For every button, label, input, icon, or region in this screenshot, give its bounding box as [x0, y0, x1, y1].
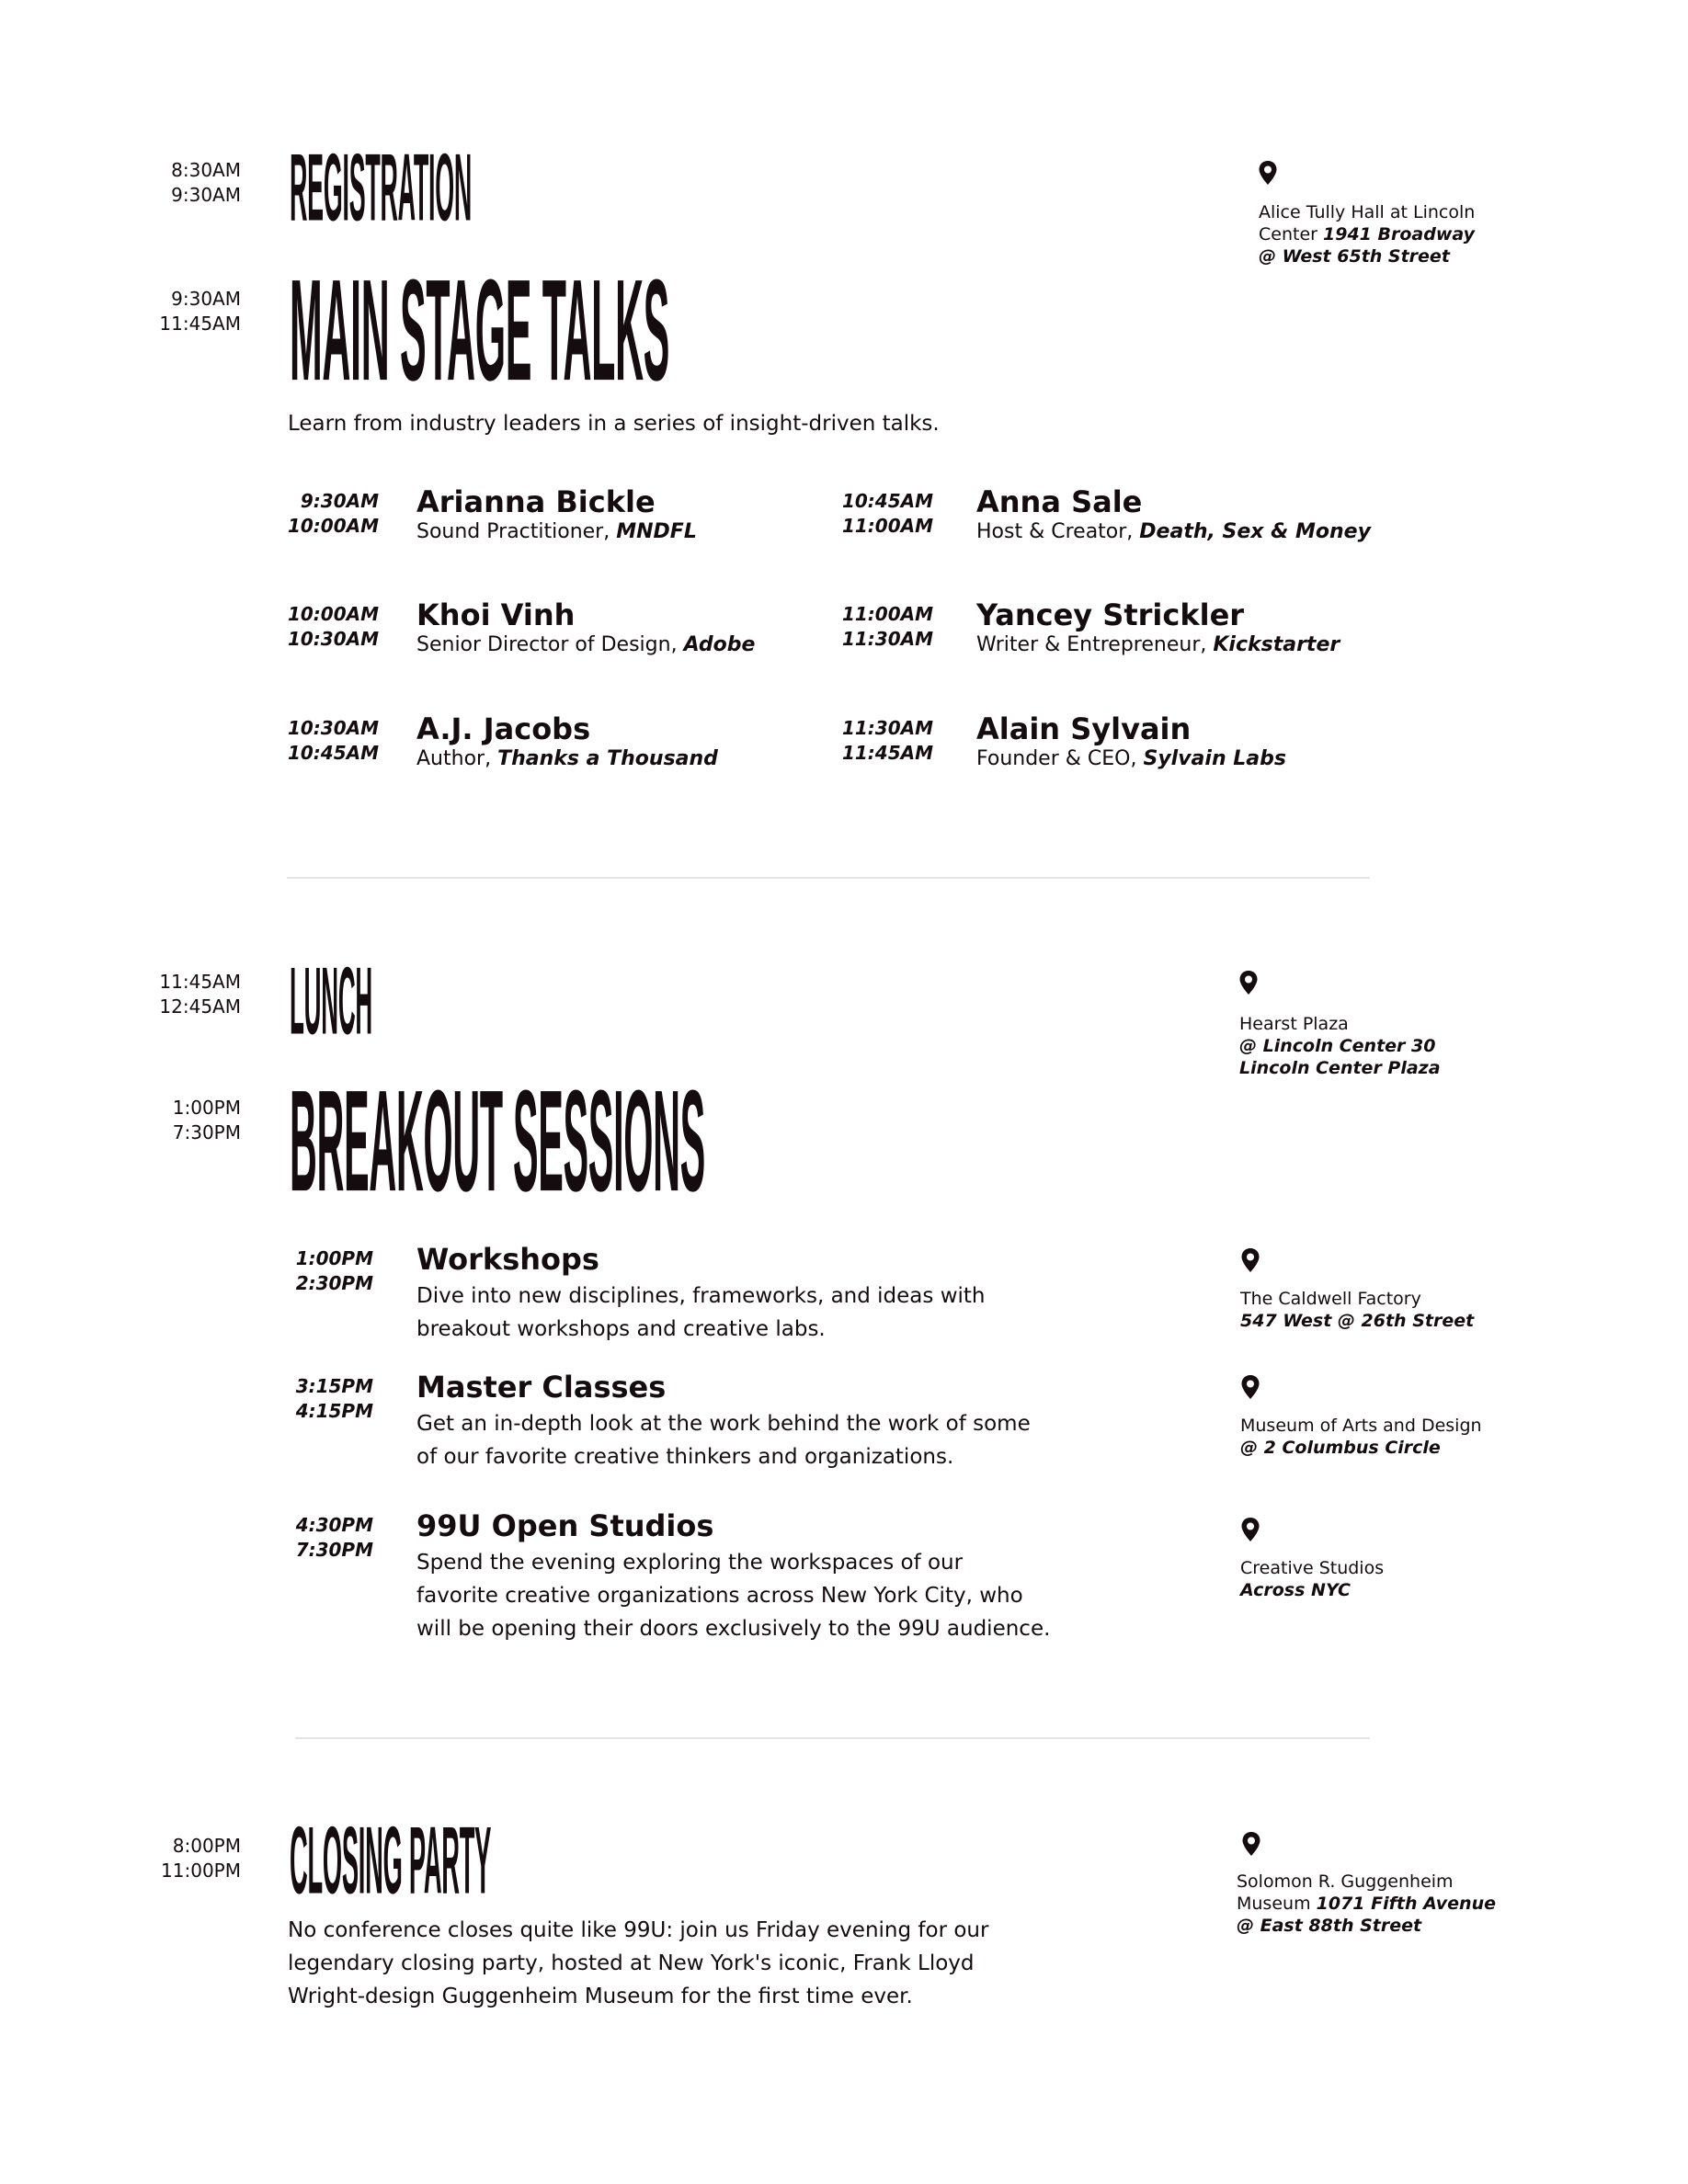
session-location — [1240, 1288, 1516, 1332]
closing-title: CLOSING PARTY — [290, 1807, 492, 1915]
start-time: 9:30AM — [171, 288, 241, 310]
location-name: Alice Tully Hall at Lincoln Center — [1259, 202, 1476, 245]
location-name: Museum of Arts and Design — [1240, 1416, 1482, 1436]
session-name: 99U Open Studios — [416, 1508, 714, 1543]
main-stage-time — [57, 287, 241, 336]
location-address: @ 2 Columbus Circle — [1240, 1438, 1441, 1458]
organization: MNDFL — [616, 520, 697, 543]
desc-line: No conference closes quite like 99U: join us Friday evening for our — [288, 1918, 989, 1942]
session-description — [416, 1407, 1031, 1473]
session-location — [1240, 1557, 1516, 1601]
organization: Kickstarter — [1213, 633, 1340, 656]
talk-time — [195, 489, 379, 539]
desc-line: Spend the evening exploring the workspaces of our — [416, 1551, 964, 1575]
start-time: 10:30AM — [287, 717, 379, 739]
location-address: 1941 Broadway — [1323, 224, 1475, 245]
start-time: 1:00PM — [295, 1247, 373, 1269]
speaker-role — [416, 745, 718, 773]
lunch-title: LUNCH — [290, 948, 372, 1055]
speaker-name: Yancey Strickler — [976, 597, 1245, 632]
role: Founder & CEO, — [976, 747, 1137, 770]
location-name: Solomon R. Guggenheim — [1237, 1871, 1454, 1892]
start-time: 8:00PM — [172, 1835, 241, 1857]
talk-time — [749, 716, 933, 766]
start-time: 11:00AM — [841, 603, 933, 625]
end-time: 12:45AM — [159, 995, 241, 1018]
organization: Adobe — [683, 633, 756, 656]
start-time: 8:30AM — [171, 159, 241, 181]
main-stage-title: MAIN STAGE TALKS — [290, 250, 670, 412]
session-time — [189, 1513, 373, 1563]
talk-time — [749, 489, 933, 539]
speaker-role — [976, 631, 1340, 659]
location-pin-icon — [1240, 1374, 1260, 1400]
desc-line: Dive into new disciplines, frameworks, and ideas with — [416, 1284, 986, 1308]
talk-time — [195, 602, 379, 652]
organization: Sylvain Labs — [1143, 747, 1286, 770]
speaker-name: Anna Sale — [976, 484, 1143, 519]
closing-location — [1237, 1871, 1512, 1937]
end-time: 7:30PM — [172, 1121, 241, 1143]
desc-line: Get an in-depth look at the work behind the work of some — [416, 1412, 1031, 1436]
location-pin-icon — [1238, 970, 1259, 995]
main-stage-description: Learn from industry leaders in a series of insight-driven talks. — [288, 412, 940, 436]
speaker-name: Khoi Vinh — [416, 597, 576, 632]
role: Author, — [416, 747, 492, 770]
location-name: The Caldwell Factory — [1240, 1289, 1421, 1309]
location-name: Creative Studios — [1240, 1558, 1385, 1578]
session-name: Workshops — [416, 1242, 599, 1277]
lunch-location — [1239, 1013, 1515, 1079]
location-pin-icon — [1258, 160, 1278, 186]
location-address: 1071 Fifth Avenue — [1316, 1894, 1496, 1914]
end-time: 9:30AM — [171, 184, 241, 206]
location-cross-street: @ East 88th Street — [1237, 1916, 1422, 1936]
role: Senior Director of Design, — [416, 633, 678, 656]
registration-location — [1259, 201, 1534, 267]
location-pin-icon — [1241, 1831, 1261, 1857]
location-address: 547 West @ 26th Street — [1240, 1311, 1475, 1331]
desc-line: will be opening their doors exclusively to the 99U audience. — [416, 1617, 1051, 1641]
session-time — [189, 1246, 373, 1296]
speaker-name: A.J. Jacobs — [416, 711, 591, 746]
session-location — [1240, 1415, 1516, 1459]
end-time: 2:30PM — [295, 1272, 373, 1294]
organization: Thanks a Thousand — [497, 747, 718, 770]
session-name: Master Classes — [416, 1370, 667, 1405]
location-cross-street: @ West 65th Street — [1259, 246, 1450, 267]
divider — [295, 1737, 1370, 1739]
location-address-line2: Lincoln Center Plaza — [1239, 1058, 1441, 1078]
end-time: 10:45AM — [287, 742, 379, 764]
location-address: Across NYC — [1240, 1580, 1351, 1600]
end-time: 11:30AM — [841, 628, 933, 650]
end-time: 11:00PM — [161, 1860, 241, 1882]
location-pin-icon — [1240, 1247, 1260, 1273]
start-time: 11:45AM — [159, 971, 241, 993]
registration-title: REGISTRATION — [290, 134, 473, 242]
end-time: 11:45AM — [159, 313, 241, 335]
speaker-name: Arianna Bickle — [416, 484, 656, 519]
closing-time — [57, 1834, 241, 1883]
role: Writer & Entrepreneur, — [976, 633, 1207, 656]
desc-line: Wright-design Guggenheim Museum for the first time ever. — [288, 1985, 913, 2008]
talk-time — [195, 716, 379, 766]
desc-line: legendary closing party, hosted at New York's iconic, Frank Lloyd — [288, 1951, 975, 1975]
speaker-role — [976, 518, 1371, 546]
desc-line: favorite creative organizations across New York City, who — [416, 1584, 1023, 1608]
breakout-title: BREAKOUT SESSIONS — [290, 1061, 705, 1223]
closing-description — [288, 1914, 988, 2013]
speaker-role — [416, 631, 755, 659]
session-description — [416, 1546, 1050, 1645]
end-time: 7:30PM — [295, 1539, 373, 1561]
registration-time — [57, 158, 241, 208]
end-time: 11:45AM — [841, 742, 933, 764]
end-time: 10:00AM — [287, 515, 379, 537]
talk-time — [749, 602, 933, 652]
start-time: 4:30PM — [295, 1514, 373, 1536]
role: Sound Practitioner, — [416, 520, 610, 543]
location-name-line2: Museum — [1237, 1894, 1311, 1914]
end-time: 4:15PM — [295, 1400, 373, 1422]
session-time — [189, 1374, 373, 1424]
organization: Death, Sex & Money — [1139, 520, 1371, 543]
start-time: 10:45AM — [841, 490, 933, 512]
speaker-name: Alain Sylvain — [976, 711, 1192, 746]
speaker-role — [976, 745, 1286, 773]
speaker-role — [416, 518, 697, 546]
start-time: 3:15PM — [295, 1375, 373, 1397]
end-time: 10:30AM — [287, 628, 379, 650]
role: Host & Creator, — [976, 520, 1134, 543]
start-time: 9:30AM — [300, 490, 379, 512]
end-time: 11:00AM — [841, 515, 933, 537]
start-time: 1:00PM — [172, 1097, 241, 1119]
breakout-time — [57, 1096, 241, 1145]
location-address: @ Lincoln Center 30 — [1239, 1036, 1436, 1056]
desc-line: breakout workshops and creative labs. — [416, 1317, 826, 1341]
lunch-time — [57, 970, 241, 1019]
location-pin-icon — [1240, 1517, 1260, 1542]
start-time: 11:30AM — [841, 717, 933, 739]
start-time: 10:00AM — [287, 603, 379, 625]
desc-line: of our favorite creative thinkers and organizations. — [416, 1445, 954, 1469]
session-description — [416, 1280, 985, 1346]
divider — [287, 877, 1370, 879]
location-name: Hearst Plaza — [1239, 1014, 1349, 1034]
